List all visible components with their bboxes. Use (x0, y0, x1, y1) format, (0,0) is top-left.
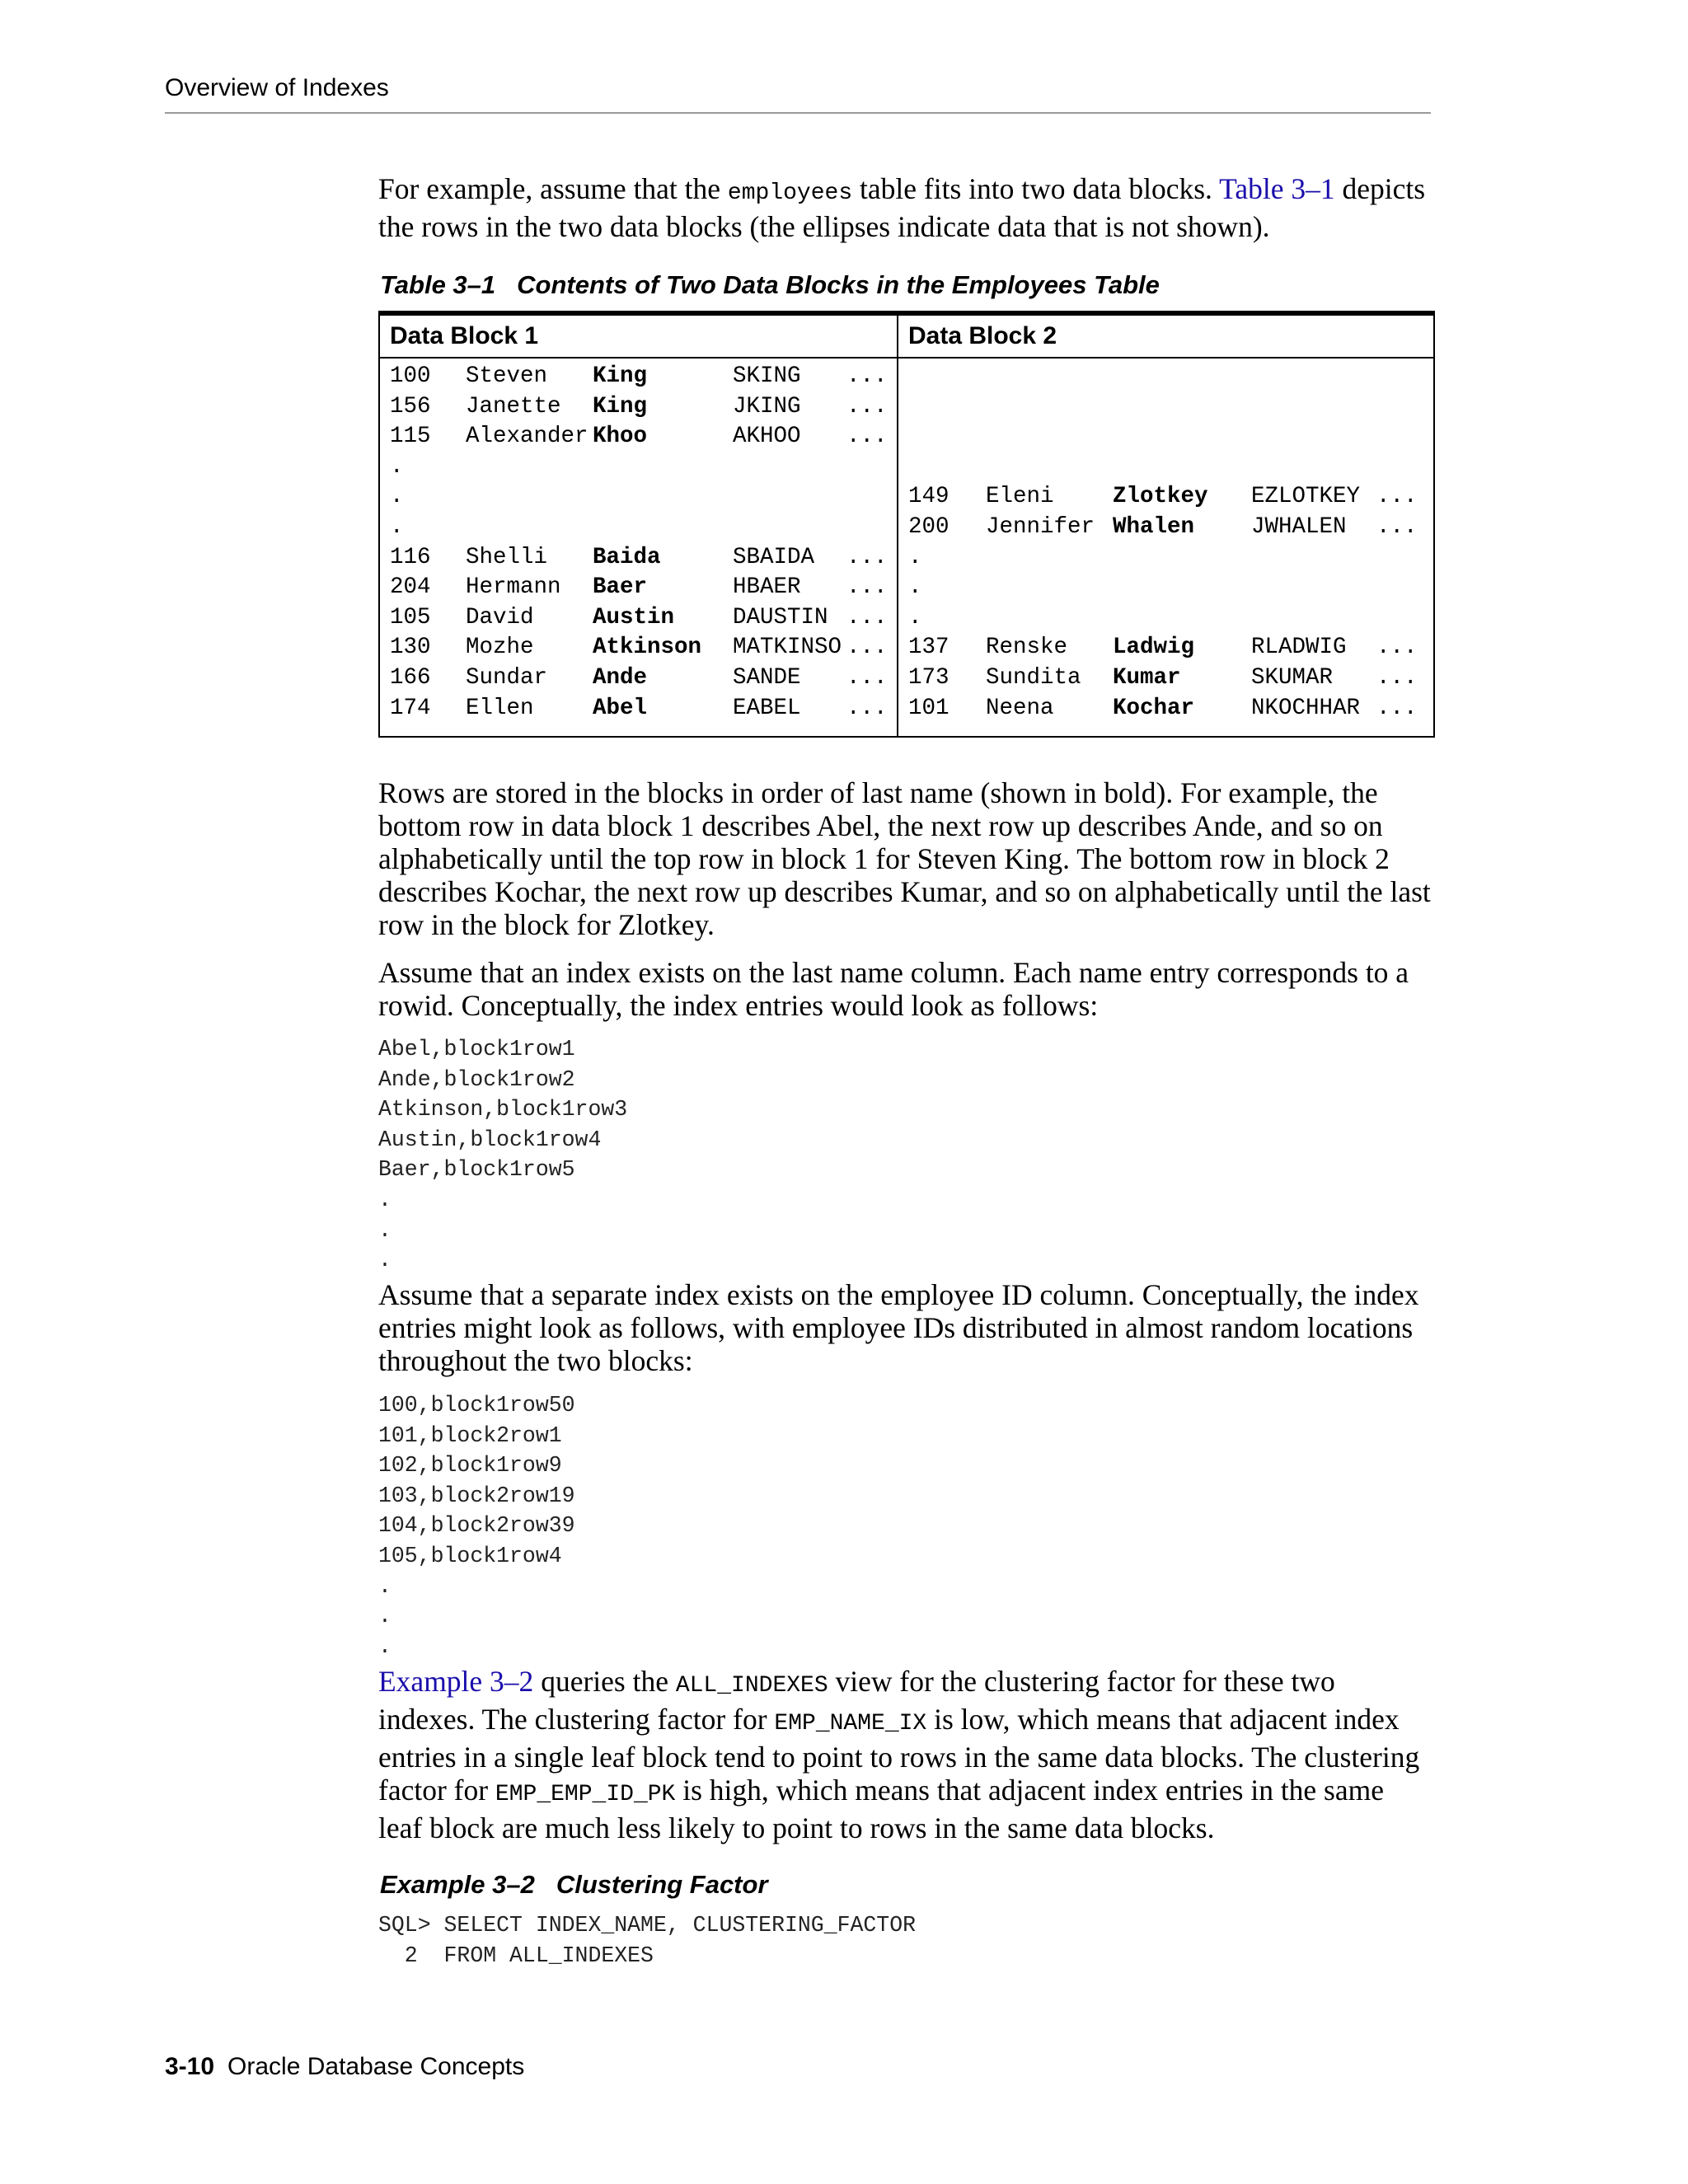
cell-email: HBAER (733, 574, 801, 601)
data-block-1-column (380, 316, 898, 736)
table-caption-title: Contents of Two Data Blocks in the Employees Table (517, 270, 1160, 299)
cell-ellipsis: ... (1376, 665, 1418, 691)
cell-email: NKOCHHAR (1251, 695, 1361, 721)
table-row (898, 633, 1433, 663)
cell-ellipsis: ... (846, 574, 888, 601)
cell-email: JKING (733, 393, 801, 419)
page-number: 3-10 (165, 2053, 215, 2080)
example-3-2-link[interactable]: Example 3–2 (378, 1665, 534, 1698)
cell-first: Eleni (986, 484, 1054, 510)
cell-ellipsis: ... (846, 695, 888, 721)
cell-last: Baida (593, 544, 661, 570)
cell-last: Whalen (1113, 514, 1195, 540)
intro-text-2: table fits into two data blocks. (852, 172, 1220, 205)
cell-id: 149 (908, 484, 950, 510)
cell-id: 101 (908, 695, 950, 721)
cell-ellipsis: ... (846, 665, 888, 691)
cell-id: 200 (908, 514, 950, 540)
cell-ellipsis: ... (846, 544, 888, 570)
cell-last: Ladwig (1113, 635, 1195, 661)
table-row (380, 422, 897, 452)
cell-last: Atkinson (593, 635, 702, 661)
table-row (380, 603, 897, 634)
cell-id: 116 (390, 544, 431, 570)
cell-id: 204 (390, 574, 431, 601)
example-caption (380, 1869, 768, 1900)
table-row (380, 573, 897, 603)
id-index-code: 100,block1row50 101,block2row1 102,block1row9 103,block2row19 104,block2row39 105,block1row4 . . . (378, 1393, 575, 1659)
cell-first: Janette (466, 393, 561, 419)
table-row (898, 482, 1433, 513)
example-caption-title: Clustering Factor (556, 1870, 768, 1899)
cell-email: AKHOO (733, 424, 801, 450)
cell-ellipsis: ... (846, 604, 888, 630)
code-emp-emp-id-pk: EMP_EMP_ID_PK (495, 1782, 676, 1807)
cell-last: Abel (593, 695, 648, 721)
cell-ellipsis: ... (1376, 514, 1418, 540)
cell-email: JWHALEN (1251, 514, 1347, 540)
cell-id: 174 (390, 695, 431, 721)
table-row (380, 663, 897, 694)
clustering-text-3: is low, which means that adjacent index entries in a single leaf block tend to point to rows in the same data blocks. The clustering factor for (378, 1703, 1420, 1807)
table-row (380, 694, 897, 724)
intro-code-employees: employees (727, 180, 853, 206)
cell-first: Hermann (466, 574, 561, 601)
cell-id: 173 (908, 665, 950, 691)
cell-first: Shelli (466, 544, 548, 570)
cell-last: Kochar (1113, 695, 1195, 721)
id-index-paragraph: Assume that a separate index exists on the employee ID column. Conceptually, the index entries might look as follows, with employee IDs distributed in almost random locations throughout the two blocks: (378, 1278, 1419, 1377)
cell-id: 130 (390, 635, 431, 661)
cell-email: DAUSTIN (733, 604, 828, 630)
cell-last: King (593, 363, 648, 389)
cell-ellipsis: ... (846, 424, 888, 450)
table-row (898, 663, 1433, 694)
clustering-paragraph (378, 1665, 1432, 1844)
table-row (380, 392, 897, 423)
cell-ellipsis: ... (846, 363, 888, 389)
table-row (380, 633, 897, 663)
cell-email: SBAIDA (733, 544, 815, 570)
ellipsis-dot: . (908, 544, 922, 570)
row-order-paragraph: Rows are stored in the blocks in order of last name (shown in bold). For example, the bottom row in data block 1 describes Abel, the next row up describes Ande, and so on alphabetically until the top row in block 1 for Steven King. The bottom row in block 2 describes Kochar, the next row up describes Kumar, and so on alphabetically until the last row in the block for Zlotkey. (378, 776, 1431, 941)
cell-first: Alexander (466, 424, 588, 450)
table-row (380, 543, 897, 574)
cell-first: Jennifer (986, 514, 1095, 540)
cell-id: 105 (390, 604, 431, 630)
cell-first: David (466, 604, 534, 630)
cell-id: 137 (908, 635, 950, 661)
data-block-2-column (898, 316, 1433, 736)
ellipsis-dot: . (908, 574, 922, 601)
cell-last: Baer (593, 574, 648, 601)
cell-ellipsis: ... (1376, 484, 1418, 510)
cell-first: Ellen (466, 695, 534, 721)
book-title: Oracle Database Concepts (227, 2053, 525, 2080)
data-block-2-header: Data Block 2 (898, 316, 1433, 359)
name-index-code: Abel,block1row1 Ande,block1row2 Atkinson,block1row3 Austin,block1row4 Baer,block1row5 . . . (378, 1037, 628, 1273)
ellipsis-dot: . (390, 484, 404, 510)
sql-code: SQL> SELECT INDEX_NAME, CLUSTERING_FACTOR 2 FROM ALL_INDEXES (378, 1913, 917, 1968)
cell-last: Kumar (1113, 665, 1181, 691)
cell-email: SKING (733, 363, 801, 389)
cell-ellipsis: ... (1376, 635, 1418, 661)
cell-email: RLADWIG (1251, 635, 1347, 661)
ellipsis-dot: . (390, 453, 404, 480)
clustering-text-1: queries the (533, 1665, 676, 1698)
code-all-indexes: ALL_INDEXES (675, 1673, 828, 1699)
ellipsis-dot: . (390, 514, 404, 540)
table-row (898, 513, 1433, 543)
cell-id: 166 (390, 665, 431, 691)
table-caption-number: Table 3–1 (380, 270, 496, 299)
table-row (898, 694, 1433, 724)
cell-first: Sundita (986, 665, 1081, 691)
data-blocks-table (378, 311, 1435, 738)
cell-ellipsis: ... (846, 393, 888, 419)
cell-email: SKUMAR (1251, 665, 1334, 691)
intro-text-3: depicts the rows in the two data blocks (the ellipses indicate data that is not shown). (378, 172, 1426, 243)
cell-ellipsis: ... (846, 635, 888, 661)
cell-last: Zlotkey (1113, 484, 1208, 510)
cell-id: 100 (390, 363, 431, 389)
cell-email: EZLOTKEY (1251, 484, 1361, 510)
cell-last: King (593, 393, 648, 419)
name-index-paragraph: Assume that an index exists on the last name column. Each name entry corresponds to a rowid. Conceptually, the index entries would look as follows: (378, 956, 1409, 1022)
example-caption-number: Example 3–2 (380, 1870, 535, 1899)
cell-email: SANDE (733, 665, 801, 691)
cell-first: Steven (466, 363, 548, 389)
cell-id: 156 (390, 393, 431, 419)
cell-first: Neena (986, 695, 1054, 721)
cell-first: Mozhe (466, 635, 534, 661)
table-row (380, 362, 897, 392)
running-header (165, 73, 1431, 114)
code-emp-name-ix: EMP_NAME_IX (774, 1711, 927, 1736)
clustering-text-4: is high, which means that adjacent index entries in the same leaf block are much less likely to point to rows in the same data blocks. (378, 1774, 1385, 1844)
table-caption (380, 269, 1160, 301)
cell-id: 115 (390, 424, 431, 450)
cell-ellipsis: ... (1376, 695, 1418, 721)
intro-text-1: For example, assume that the (378, 172, 728, 205)
cell-last: Austin (593, 604, 675, 630)
table-3-1-link[interactable]: Table 3–1 (1219, 172, 1335, 205)
intro-paragraph (378, 172, 1432, 243)
cell-email: MATKINSO (733, 635, 842, 661)
header-title: Overview of Indexes (165, 74, 389, 101)
cell-last: Ande (593, 665, 648, 691)
cell-last: Khoo (593, 424, 648, 450)
data-block-1-header: Data Block 1 (380, 316, 897, 359)
page-footer (165, 2051, 524, 2083)
cell-first: Renske (986, 635, 1068, 661)
clustering-text-2: view for the clustering factor for these two indexes. The clustering factor for (378, 1665, 1335, 1736)
cell-email: EABEL (733, 695, 801, 721)
cell-first: Sundar (466, 665, 548, 691)
ellipsis-dot: . (908, 604, 922, 630)
